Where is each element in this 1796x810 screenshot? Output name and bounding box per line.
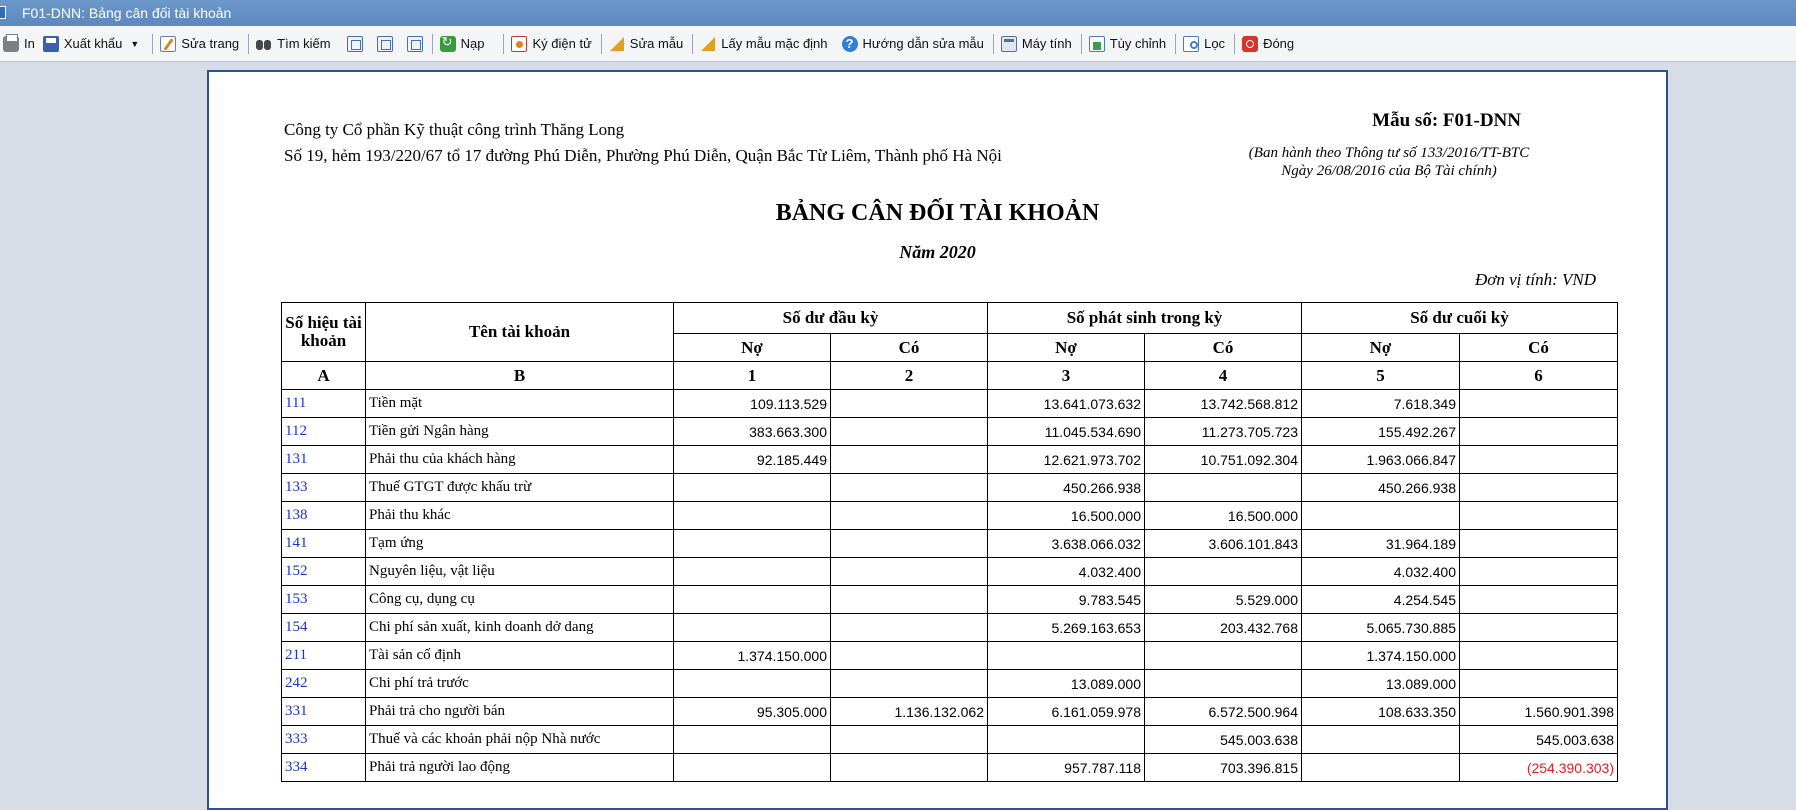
account-code-link[interactable]: 141 [282, 530, 366, 558]
account-name: Phải thu khác [366, 502, 674, 530]
amount-cell [1145, 642, 1302, 670]
table-row[interactable] [282, 642, 1618, 670]
amount-cell [831, 642, 988, 670]
account-name: Tạm ứng [366, 530, 674, 558]
header-account-name: Tên tài khoản [366, 303, 674, 362]
amount-cell: 31.964.189 [1302, 530, 1460, 558]
amount-cell: 545.003.638 [1460, 726, 1618, 754]
calculator-button[interactable]: Máy tính [998, 31, 1075, 57]
table-row[interactable] [282, 698, 1618, 726]
filter-icon [1183, 36, 1199, 52]
balance-table [281, 302, 1618, 782]
account-code-link[interactable]: 131 [282, 446, 366, 474]
amount-cell [1460, 530, 1618, 558]
amount-cell: 3.606.101.843 [1145, 530, 1302, 558]
amount-cell: 7.618.349 [1302, 390, 1460, 418]
amount-cell [674, 474, 831, 502]
amount-cell: 3.638.066.032 [988, 530, 1145, 558]
column-index: 4 [1145, 362, 1302, 390]
column-index: 3 [988, 362, 1145, 390]
account-name: Tiền gửi Ngân hàng [366, 418, 674, 446]
amount-cell [1460, 418, 1618, 446]
amount-cell [674, 754, 831, 782]
report-title: BẢNG CÂN ĐỐI TÀI KHOẢN [775, 200, 1100, 226]
window-title: F01-DNN: Bảng cân đối tài khoản [22, 5, 232, 21]
two-page-view-icon [377, 36, 393, 52]
table-row[interactable] [282, 614, 1618, 642]
default-template-button[interactable]: Lấy mẫu mặc định [697, 31, 830, 57]
customize-button[interactable]: Tùy chỉnh [1086, 31, 1169, 57]
amount-cell [831, 558, 988, 586]
account-name: Phải thu của khách hàng [366, 446, 674, 474]
amount-cell: 13.089.000 [988, 670, 1145, 698]
table-row[interactable] [282, 558, 1618, 586]
amount-cell [1145, 558, 1302, 586]
amount-cell [831, 390, 988, 418]
account-name: Thuế và các khoản phải nộp Nhà nước [366, 726, 674, 754]
account-code-link[interactable]: 333 [282, 726, 366, 754]
amount-cell [674, 670, 831, 698]
amount-cell [1145, 474, 1302, 502]
amount-cell [831, 530, 988, 558]
two-page-view-button[interactable] [374, 31, 396, 57]
amount-cell: 4.254.545 [1302, 586, 1460, 614]
refresh-icon [440, 36, 456, 52]
header-credit: Có [1145, 334, 1302, 362]
account-code-link[interactable]: 111 [282, 390, 366, 418]
title-bar [0, 0, 1796, 26]
toolbar-separator [1175, 34, 1176, 54]
amount-cell [831, 502, 988, 530]
currency-unit: Đơn vị tính: VND [1475, 270, 1596, 289]
amount-cell: 1.963.066.847 [1302, 446, 1460, 474]
header-opening-balance: Số dư đầu kỳ [674, 303, 988, 334]
amount-cell: 450.266.938 [988, 474, 1145, 502]
table-row[interactable] [282, 586, 1618, 614]
amount-cell: 5.065.730.885 [1302, 614, 1460, 642]
edit-page-button[interactable]: Sửa trang [157, 31, 242, 57]
report-year: Năm 2020 [899, 242, 976, 262]
amount-cell [1460, 642, 1618, 670]
calculator-icon [1001, 36, 1017, 52]
table-row[interactable] [282, 754, 1618, 782]
amount-cell: 13.742.568.812 [1145, 390, 1302, 418]
printer-icon [3, 36, 19, 52]
amount-cell [674, 586, 831, 614]
amount-cell: 545.003.638 [1145, 726, 1302, 754]
fit-width-button[interactable] [404, 31, 426, 57]
edit-page-icon [160, 36, 176, 52]
help-icon [842, 36, 858, 52]
company-address: Số 19, hẻm 193/220/67 tổ 17 đường Phú Diễn, Phường Phú Diễn, Quận Bắc Từ Liêm, Thành phố Hà Nội [284, 146, 1002, 165]
table-row[interactable] [282, 726, 1618, 754]
app-icon [0, 6, 6, 19]
amount-cell: 6.161.059.978 [988, 698, 1145, 726]
column-index: 6 [1460, 362, 1618, 390]
amount-cell: 6.572.500.964 [1145, 698, 1302, 726]
amount-cell [1460, 558, 1618, 586]
company-name: Công ty Cổ phần Kỹ thuật công trình Thăng Long [284, 120, 625, 139]
edit-template-button[interactable]: Sửa mẫu [606, 31, 687, 57]
toolbar-separator [601, 34, 602, 54]
amount-cell: 1.374.150.000 [1302, 642, 1460, 670]
amount-cell [831, 614, 988, 642]
amount-cell [831, 754, 988, 782]
close-icon [1242, 36, 1258, 52]
header-period-transactions: Số phát sinh trong kỳ [988, 303, 1302, 334]
column-index: 1 [674, 362, 831, 390]
amount-cell: 155.492.267 [1302, 418, 1460, 446]
table-row[interactable] [282, 670, 1618, 698]
amount-cell [674, 614, 831, 642]
toolbar [0, 26, 1796, 62]
amount-cell: 5.269.163.653 [988, 614, 1145, 642]
disk-icon [43, 36, 59, 52]
amount-cell: 13.089.000 [1302, 670, 1460, 698]
table-row[interactable] [282, 418, 1618, 446]
amount-cell: 92.185.449 [674, 446, 831, 474]
amount-cell: 5.529.000 [1145, 586, 1302, 614]
account-name: Thuế GTGT được khấu trừ [366, 474, 674, 502]
toolbar-separator [1081, 34, 1082, 54]
reload-button[interactable]: ↻ Nạp [437, 31, 488, 57]
amount-cell: 16.500.000 [988, 502, 1145, 530]
form-number: Mẫu số: F01-DNN [1372, 110, 1521, 131]
amount-cell [1145, 670, 1302, 698]
toolbar-separator [432, 34, 433, 54]
amount-cell [1460, 446, 1618, 474]
toolbar-separator [503, 34, 504, 54]
account-code-link[interactable]: 211 [282, 642, 366, 670]
account-code-link[interactable]: 242 [282, 670, 366, 698]
ruler-icon [609, 36, 625, 52]
amount-cell: 108.633.350 [1302, 698, 1460, 726]
amount-cell: 95.305.000 [674, 698, 831, 726]
digital-sign-icon [511, 36, 527, 52]
amount-cell: 13.641.073.632 [988, 390, 1145, 418]
template-help-button[interactable]: ? Hướng dẫn sửa mẫu [839, 31, 987, 57]
filter-button[interactable]: Lọc [1180, 31, 1228, 57]
table-row[interactable] [282, 446, 1618, 474]
amount-cell [1460, 390, 1618, 418]
header-debit: Nợ [1302, 334, 1460, 362]
amount-cell: 203.432.768 [1145, 614, 1302, 642]
form-note-line-2: Ngày 26/08/2016 của Bộ Tài chính) [1281, 163, 1497, 179]
amount-cell [831, 726, 988, 754]
amount-cell [1460, 614, 1618, 642]
amount-cell: 11.045.534.690 [988, 418, 1145, 446]
table-row[interactable] [282, 530, 1618, 558]
chevron-down-icon[interactable]: ▼ [130, 38, 140, 49]
print-button[interactable]: In [0, 31, 38, 57]
amount-cell: 109.113.529 [674, 390, 831, 418]
account-code-link[interactable]: 154 [282, 614, 366, 642]
amount-cell [831, 446, 988, 474]
amount-cell [1302, 754, 1460, 782]
amount-cell [1302, 502, 1460, 530]
account-code-link[interactable]: 133 [282, 474, 366, 502]
column-index: B [366, 362, 674, 390]
amount-cell [1460, 670, 1618, 698]
report-page [207, 70, 1668, 810]
header-closing-balance: Số dư cuối kỳ [1302, 303, 1618, 334]
header-debit: Nợ [988, 334, 1145, 362]
search-button[interactable]: Tìm kiếm [253, 31, 333, 57]
amount-cell: (254.390.303) [1460, 754, 1618, 782]
account-name: Tiền mặt [366, 390, 674, 418]
column-index: A [282, 362, 366, 390]
amount-cell [674, 502, 831, 530]
single-page-view-icon [347, 36, 363, 52]
amount-cell: 1.136.132.062 [831, 698, 988, 726]
toolbar-separator [692, 34, 693, 54]
amount-cell [831, 474, 988, 502]
amount-cell [1460, 586, 1618, 614]
amount-cell: 450.266.938 [1302, 474, 1460, 502]
amount-cell [674, 530, 831, 558]
header-debit: Nợ [674, 334, 831, 362]
toolbar-separator [152, 34, 153, 54]
account-name: Chi phí sản xuất, kinh doanh dở dang [366, 614, 674, 642]
table-row[interactable] [282, 474, 1618, 502]
column-index: 5 [1302, 362, 1460, 390]
account-name: Phải trả người lao động [366, 754, 674, 782]
table-row[interactable] [282, 502, 1618, 530]
close-button[interactable]: Đóng [1239, 31, 1297, 57]
form-note-line-1: (Ban hành theo Thông tư số 133/2016/TT-BTC [1248, 145, 1530, 161]
amount-cell: 383.663.300 [674, 418, 831, 446]
amount-cell [674, 726, 831, 754]
account-name: Công cụ, dụng cụ [366, 586, 674, 614]
amount-cell [1460, 474, 1618, 502]
account-name: Nguyên liệu, vật liệu [366, 558, 674, 586]
amount-cell [1460, 502, 1618, 530]
amount-cell: 16.500.000 [1145, 502, 1302, 530]
table-row[interactable] [282, 390, 1618, 418]
ruler-icon [700, 36, 716, 52]
amount-cell: 957.787.118 [988, 754, 1145, 782]
amount-cell [1302, 726, 1460, 754]
amount-cell [988, 642, 1145, 670]
amount-cell [674, 558, 831, 586]
export-button[interactable]: Xuất khẩu ▼ [40, 31, 146, 57]
toolbar-separator [1234, 34, 1235, 54]
amount-cell: 10.751.092.304 [1145, 446, 1302, 474]
amount-cell: 4.032.400 [1302, 558, 1460, 586]
account-code-link[interactable]: 112 [282, 418, 366, 446]
account-code-link[interactable]: 138 [282, 502, 366, 530]
header-credit: Có [831, 334, 988, 362]
account-code-link[interactable]: 331 [282, 698, 366, 726]
account-code-link[interactable]: 334 [282, 754, 366, 782]
single-page-view-button[interactable] [344, 31, 366, 57]
form-note [1239, 144, 1539, 180]
account-code-link[interactable]: 153 [282, 586, 366, 614]
account-code-link[interactable]: 152 [282, 558, 366, 586]
column-index: 2 [831, 362, 988, 390]
amount-cell: 703.396.815 [1145, 754, 1302, 782]
amount-cell [831, 670, 988, 698]
fit-width-icon [407, 36, 423, 52]
amount-cell [831, 418, 988, 446]
amount-cell [831, 586, 988, 614]
amount-cell: 1.374.150.000 [674, 642, 831, 670]
toolbar-separator [248, 34, 249, 54]
digital-sign-button[interactable]: Ký điện tử [508, 31, 594, 57]
header-credit: Có [1460, 334, 1618, 362]
account-name: Chi phí trả trước [366, 670, 674, 698]
toolbar-separator [993, 34, 994, 54]
account-name: Tài sản cố định [366, 642, 674, 670]
table-body [282, 390, 1618, 782]
amount-cell: 11.273.705.723 [1145, 418, 1302, 446]
header-account-code: Số hiệu tài khoản [282, 303, 366, 362]
amount-cell: 1.560.901.398 [1460, 698, 1618, 726]
amount-cell: 12.621.973.702 [988, 446, 1145, 474]
customize-icon [1089, 36, 1105, 52]
amount-cell: 4.032.400 [988, 558, 1145, 586]
binoculars-icon [256, 36, 272, 52]
amount-cell [988, 726, 1145, 754]
amount-cell: 9.783.545 [988, 586, 1145, 614]
account-name: Phải trả cho người bán [366, 698, 674, 726]
